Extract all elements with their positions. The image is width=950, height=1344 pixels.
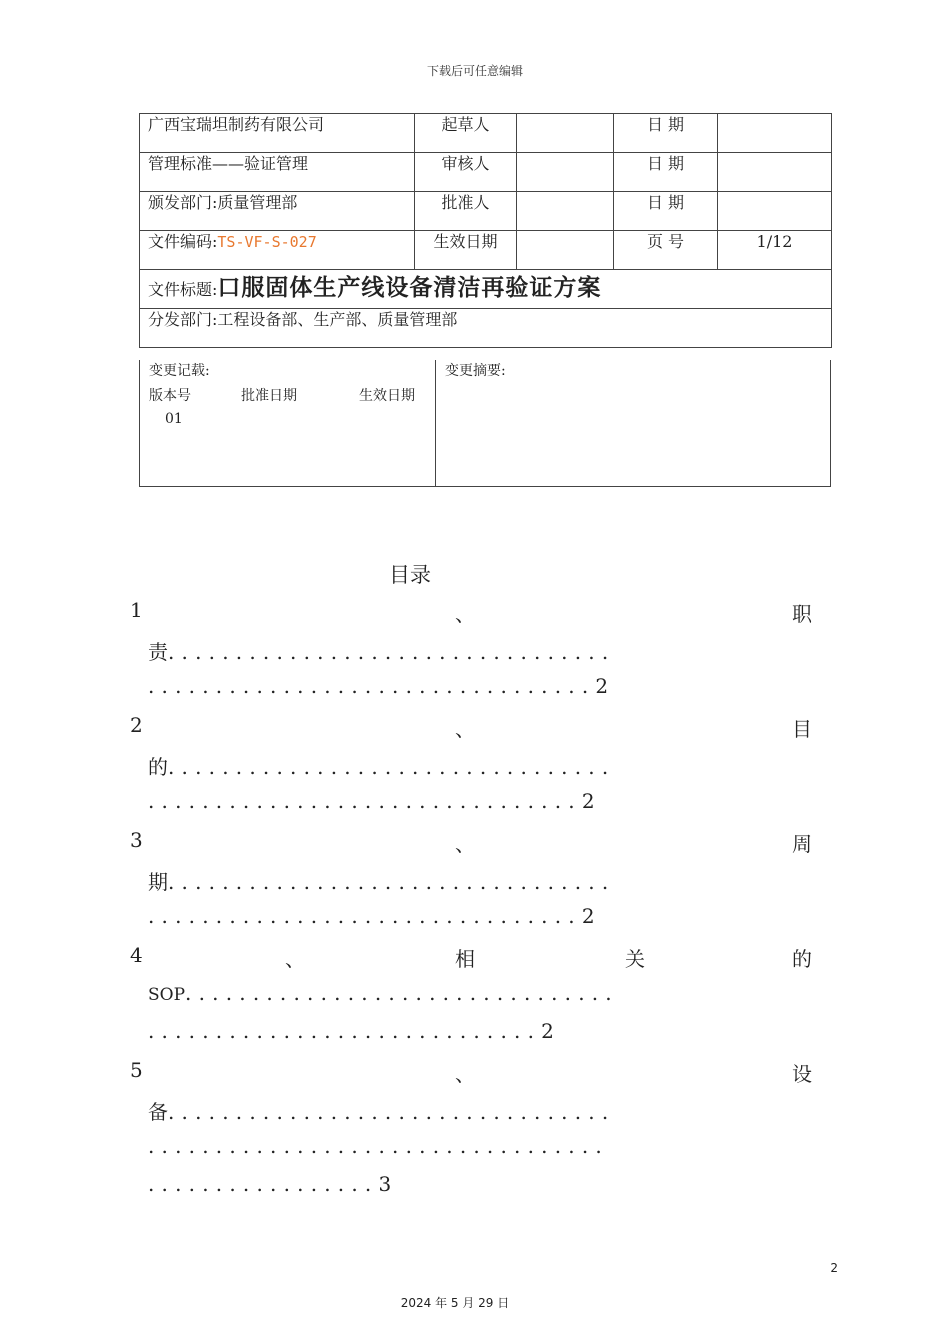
drafter-label: 起草人	[415, 114, 517, 153]
toc-item-number: 5	[130, 1058, 143, 1082]
page-label: 页 号	[614, 231, 718, 270]
toc-item-word: 相	[455, 947, 475, 971]
toc-item-number: 4	[130, 943, 143, 967]
toc-item-head: 目	[792, 717, 812, 741]
file-title-text: 口服固体生产线设备清洁再验证方案	[217, 274, 602, 301]
reviewer-label: 审核人	[415, 153, 517, 192]
toc-item-number: 1	[130, 598, 143, 622]
change-record-label: 变更记载:	[149, 363, 210, 379]
approver-label: 批准人	[415, 192, 517, 231]
toc-item-page: 2	[595, 674, 609, 698]
date-label: 日 期	[614, 114, 718, 153]
toc-item-leader: ..................................	[148, 1134, 609, 1158]
toc-item-leader: .............................2	[148, 1019, 554, 1043]
file-title-label: 文件标题:	[148, 280, 218, 299]
version-label: 版本号	[149, 388, 191, 404]
toc-item-head: 的	[792, 947, 812, 971]
effective-value	[517, 231, 614, 270]
toc-separator: 、	[285, 947, 305, 971]
file-code-value: TS-VF-S-027	[217, 233, 317, 251]
company-name: 广西宝瑞坦制药有限公司	[140, 114, 415, 153]
file-title	[140, 270, 832, 309]
toc-item-text: 责.................................	[148, 640, 616, 664]
toc-item-page: 2	[541, 1019, 554, 1043]
drafter-value	[517, 114, 614, 153]
toc-item-word: 关	[625, 947, 645, 971]
toc-separator: 、	[455, 832, 475, 856]
toc-item-head: 周	[792, 832, 812, 856]
file-code	[140, 231, 415, 270]
toc-item-leader: .................................2	[148, 674, 609, 698]
date-label: 日 期	[614, 192, 718, 231]
version-value: 01	[165, 411, 183, 427]
toc-item-leader: .................3	[148, 1172, 392, 1196]
file-code-label: 文件编码:	[148, 232, 218, 251]
toc-item-leader: ................................2	[148, 789, 595, 813]
distribution-dept: 分发部门:工程设备部、生产部、质量管理部	[140, 309, 832, 348]
toc-item-text: 期.................................	[148, 870, 616, 894]
date-value	[718, 114, 832, 153]
header-note: 下载后可任意编辑	[426, 64, 523, 78]
toc-item-number: 3	[130, 828, 143, 852]
toc-item-page: 2	[581, 789, 595, 813]
toc-item-head: 职	[792, 602, 812, 626]
toc-item-text: 备.................................	[148, 1100, 616, 1124]
change-record-box	[139, 360, 831, 487]
toc-separator: 、	[455, 602, 475, 626]
change-record	[140, 360, 436, 486]
issuing-dept: 颁发部门:质量管理部	[140, 192, 415, 231]
toc-item-head: 设	[792, 1062, 812, 1086]
page-number: 2	[830, 1261, 838, 1275]
toc-separator: 、	[455, 1062, 475, 1086]
toc-item-number: 2	[130, 713, 143, 737]
approver-value	[517, 192, 614, 231]
change-summary-label: 变更摘要:	[445, 363, 506, 379]
reviewer-value	[517, 153, 614, 192]
footer-date: 2024 年 5 月 29 日	[400, 1296, 510, 1310]
toc-item-text: SOP................................	[148, 981, 619, 1005]
document-info-table	[139, 113, 832, 348]
page-value: 1/12	[718, 231, 832, 270]
toc-item-page: 3	[378, 1172, 392, 1196]
approve-date-label: 批准日期	[241, 388, 297, 404]
toc-title: 目录	[389, 563, 431, 587]
date-value	[718, 153, 832, 192]
date-value	[718, 192, 832, 231]
toc-item-text: 的.................................	[148, 755, 616, 779]
toc-item-page: 2	[581, 904, 595, 928]
date-label: 日 期	[614, 153, 718, 192]
toc-separator: 、	[455, 717, 475, 741]
effective-date-label: 生效日期	[359, 388, 415, 404]
effective-label: 生效日期	[415, 231, 517, 270]
standard-name: 管理标准——验证管理	[140, 153, 415, 192]
toc-item-leader: ................................2	[148, 904, 595, 928]
